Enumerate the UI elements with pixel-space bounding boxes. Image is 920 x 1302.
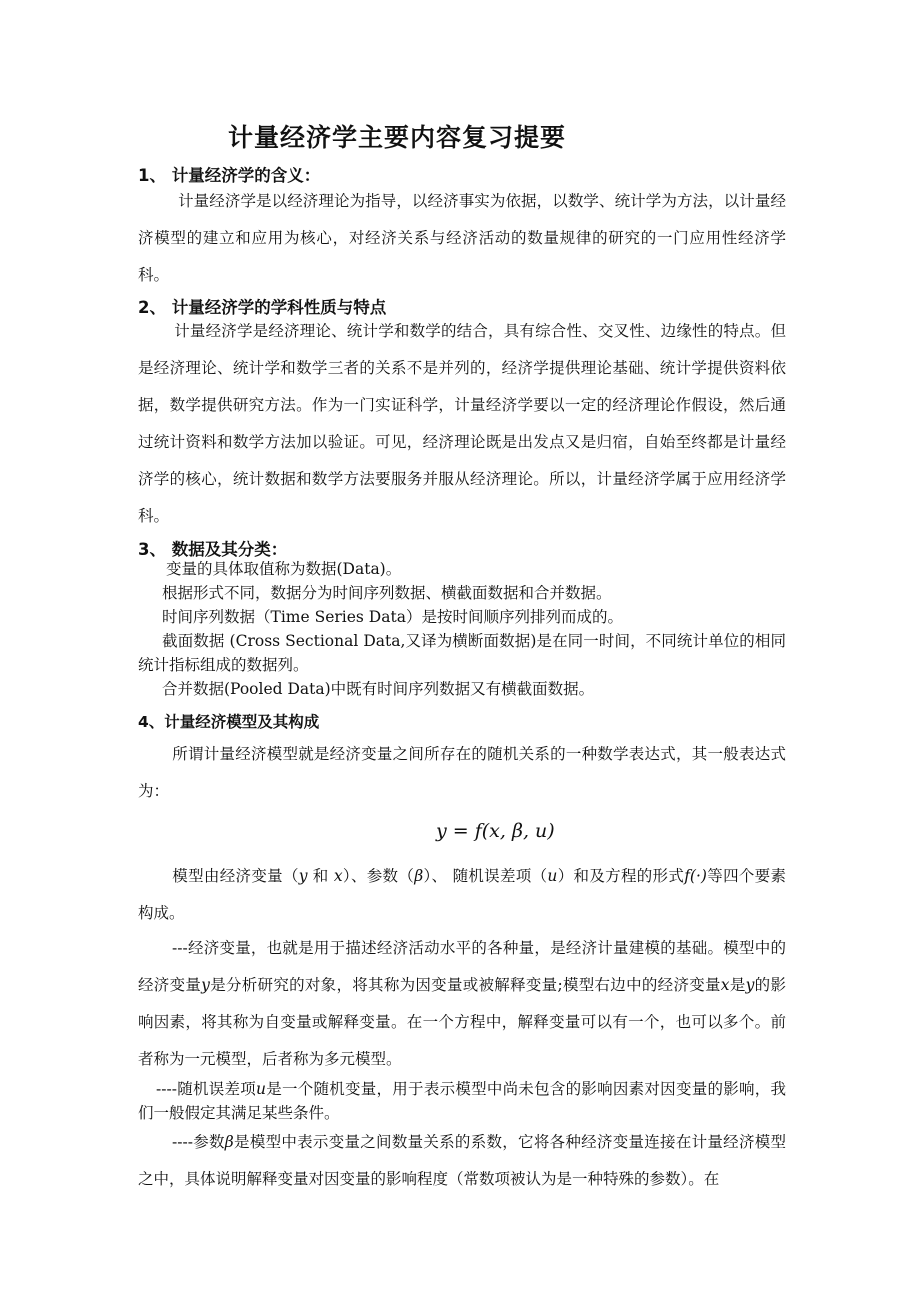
document-title: 计量经济学主要内容复习提要 [228, 123, 567, 152]
section-3-line-2: 根据形式不同，数据分为时间序列数据、横截面数据和合并数据。 [162, 584, 612, 602]
var-symbol-y1: y [201, 976, 210, 994]
section-4-heading: 4、计量经济模型及其构成 [138, 713, 320, 731]
symbol-f: f(·) [684, 867, 707, 885]
symbol-beta: β [414, 867, 424, 885]
section-3-heading: 3、 数据及其分类： [138, 540, 288, 559]
elements-text-g: 等四个要素构成。 [138, 867, 786, 922]
section-3-line-5: 合并数据(Pooled Data)中既有时间序列数据又有横截面数据。 [162, 680, 595, 698]
section-2-text: 计量经济学是经济理论、统计学和数学的结合，具有综合性、交叉性、边缘性的特点。但是经济理论、统计学和数学三者的关系不是并列的，经济学提供理论基础、统计学提供资料依据，数学提供研究方法。作为一门实证科学，计量经济学要以一定的经济理论作假设，然后通过统计资料和数学方法加以验证。可见，经济理论既是出发点又是归宿，自始至终都是计量经济学的核心，统计数据和数学方法要服务并服从经济理论。所以，计量经济学属于应用经济学科。 [138, 322, 786, 525]
err-symbol-u: u [256, 1080, 266, 1098]
symbol-x: x [333, 867, 343, 885]
parameter-paragraph [138, 1124, 786, 1198]
random-error-paragraph [138, 1077, 786, 1125]
err-text-a: ----随机误差项 [156, 1080, 256, 1098]
var-text-a: ---经济变量，也就是用于描述经济活动水平的各种量，是经济计量建模的基础。模型中的经济变量 [138, 939, 786, 994]
par-symbol-beta: β [224, 1133, 234, 1151]
section-4-intro-text: 所谓计量经济模型就是经济变量之间所存在的随机关系的一种数学表达式，其一般表达式为： [138, 745, 786, 800]
par-text-b: 是模型中表示变量之间数量关系的系数，它将各种经济变量连接在计量经济模型之中，具体说明解释变量对因变量的影响程度（常数项被认为是一种特殊的参数）。在 [138, 1133, 786, 1188]
var-text-b: 是分析研究的对象，将其称为因变量或被解释变量;模型右边中的经济变量 [209, 976, 721, 994]
var-symbol-x: x [720, 976, 730, 994]
symbol-u: u [547, 867, 558, 885]
elements-text-b: 和 [307, 867, 334, 885]
model-formula: y = f(x, β, u) [436, 820, 555, 842]
section-3-line-3: 时间序列数据（Time Series Data）是按时间顺序列排列而成的。 [162, 608, 623, 626]
err-text-b: 是一个随机变量，用于表示模型中尚未包含的影响因素对因变量的影响，我们一般假定其满足某些条件。 [138, 1080, 786, 1122]
section-4-intro [138, 736, 786, 810]
par-text-a: ----参数 [172, 1133, 225, 1151]
section-1-heading: 1、 计量经济学的含义： [138, 166, 321, 185]
elements-text-e: ）和及方程的形式 [557, 867, 685, 885]
section-3-line-4 [138, 629, 786, 677]
symbol-y: y [298, 867, 308, 885]
var-text-d: 的影响因素，将其称为自变量或解释变量。在一个方程中，解释变量可以有一个，也可以多个。前者称为一元模型，后者称为多元模型。 [138, 976, 786, 1068]
section-1-body [138, 183, 786, 294]
section-3-line-4-text: 截面数据 (Cross Sectional Data,又译为横断面数据)是在同一时间，不同统计单位的相同统计指标组成的数据列。 [138, 632, 786, 674]
section-2-heading: 2、 计量经济学的学科性质与特点 [138, 298, 387, 317]
elements-text-a: 模型由经济变量（ [172, 867, 299, 885]
model-elements-paragraph [138, 858, 786, 932]
section-2-body [138, 313, 786, 535]
section-3-line-1: 变量的具体取值称为数据(Data)。 [166, 560, 402, 578]
elements-text-c: ）、参数（ [342, 867, 415, 885]
section-1-text: 计量经济学是以经济理论为指导，以经济事实为依据，以数学、统计学为方法，以计量经济模型的建立和应用为核心，对经济关系与经济活动的数量规律的研究的一门应用性经济学科。 [138, 192, 786, 284]
var-text-c: 是 [729, 976, 746, 994]
economic-variable-paragraph [138, 930, 786, 1078]
var-symbol-y2: y [745, 976, 755, 994]
elements-text-d: ）、 随机误差项（ [423, 867, 548, 885]
